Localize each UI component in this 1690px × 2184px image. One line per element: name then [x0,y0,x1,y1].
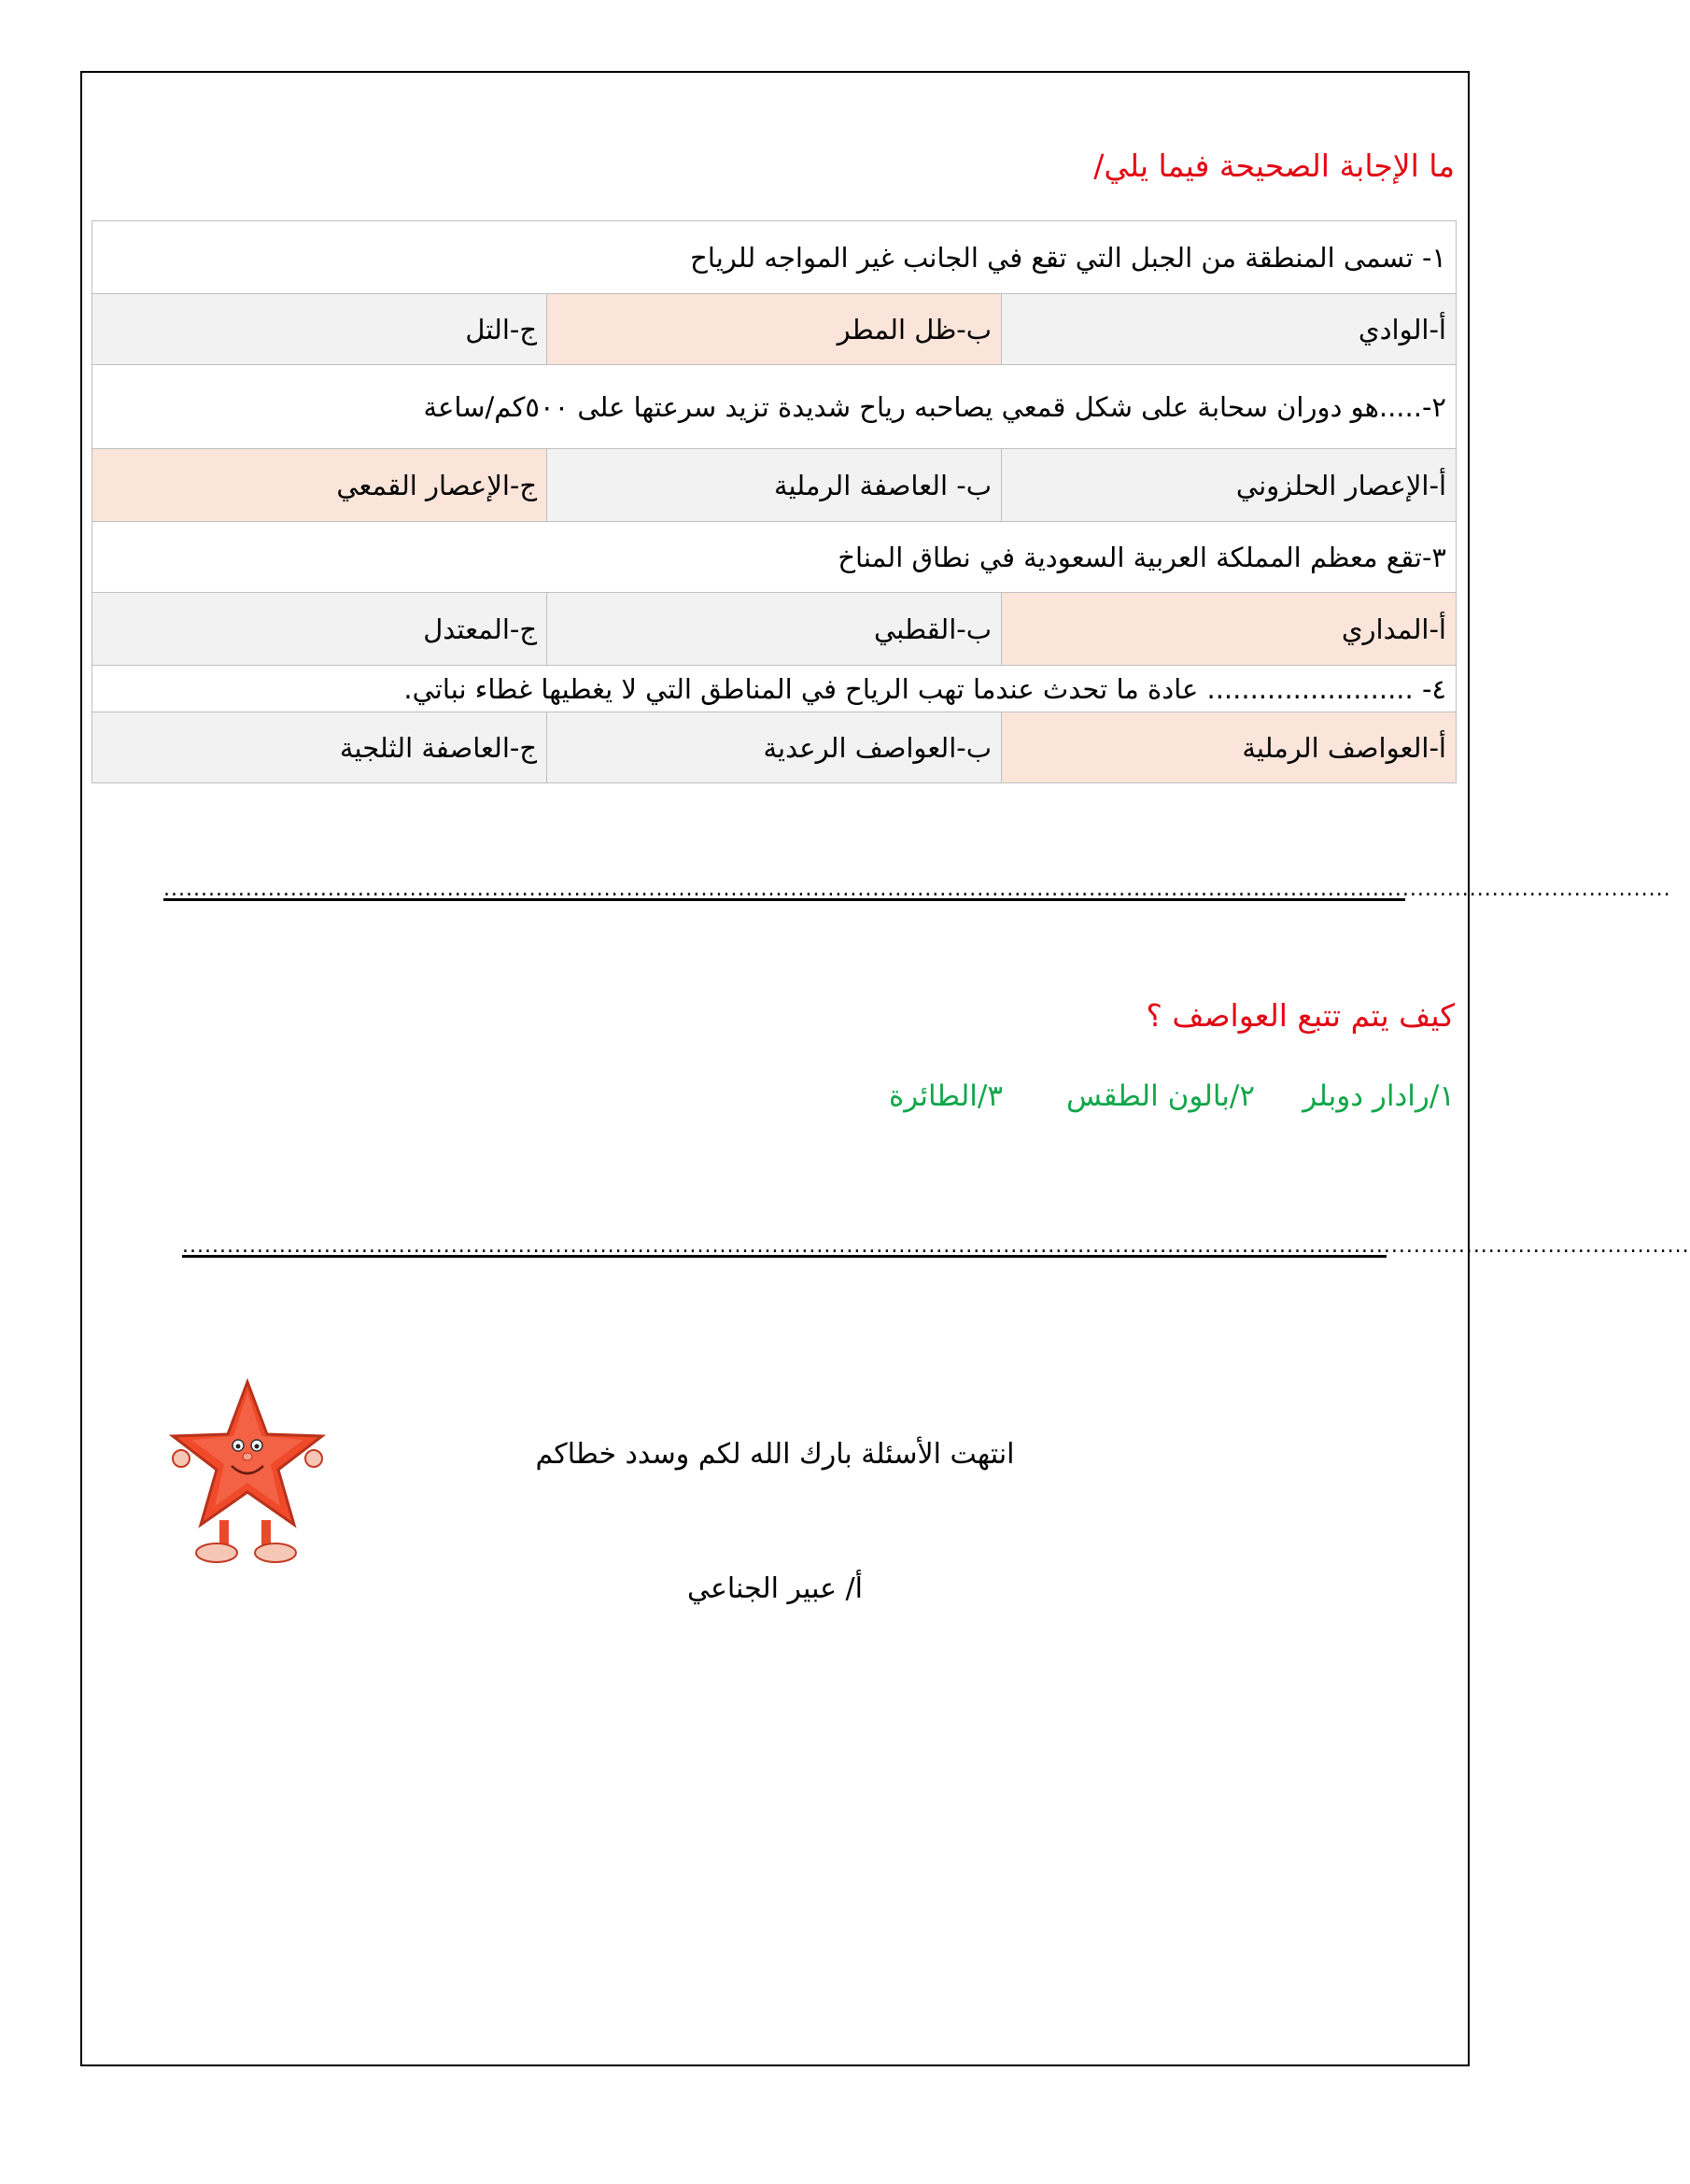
answer-3: ٣/الطائرة [888,1079,1003,1113]
question-1: ١- تسمى المنطقة من الجبل التي تقع في الجانب غير المواجه للرياح [92,221,1457,294]
question-4: ٤- ........................ عادة ما تحدث عندما تهب الرياح في المناطق التي لا يغطيها غطاء نباتي. [92,666,1457,712]
answer-1: ١/رادار دوبلر [1303,1079,1455,1113]
section1-heading: ما الإجابة الصحيحة فيما يلي/ [1093,148,1455,184]
separator-line-1 [163,898,1405,901]
section2-heading: كيف يتم تتبع العواصف ؟ [1146,997,1455,1034]
q4-option-b: ب-العواصف الرعدية [547,712,1002,783]
q2-option-c: ج-الإعصار القمعي [92,449,547,522]
q4-option-c: ج-العاصفة الثلجية [92,712,547,783]
q3-option-a: أ-المداري [1002,593,1457,666]
q1-option-c: ج-التل [92,294,547,365]
closing-message: انتهت الأسئلة بارك الله لكم وسدد خطاكم [535,1438,1015,1471]
dotted-separator-1: .......................................................................................................................................................................................................... [163,878,1671,901]
q2-option-b: ب- العاصفة الرملية [547,449,1002,522]
teacher-name: أ/ عبير الجناعي [686,1572,863,1605]
quiz-table [92,220,1457,783]
q1-option-b: ب-ظل المطر [547,294,1002,365]
q3-option-b: ب-القطبي [547,593,1002,666]
separator-line-2 [182,1255,1387,1258]
q4-option-a: أ-العواصف الرملية [1002,712,1457,783]
question-2: ٢-.....هو دوران سحابة على شكل قمعي يصاحبه رياح شديدة تزيد سرعتها على ٥٠٠كم/ساعة [92,365,1457,449]
star-mascot-icon [168,1380,327,1567]
answer-2: ٢/بالون الطقس [1066,1079,1255,1113]
q1-option-a: أ-الوادي [1002,294,1457,365]
question-3: ٣-تقع معظم المملكة العربية السعودية في نطاق المناخ [92,522,1457,593]
dotted-separator-2: .......................................................................................................................................................................................................... [182,1234,1690,1258]
q2-option-a: أ-الإعصار الحلزوني [1002,449,1457,522]
q3-option-c: ج-المعتدل [92,593,547,666]
